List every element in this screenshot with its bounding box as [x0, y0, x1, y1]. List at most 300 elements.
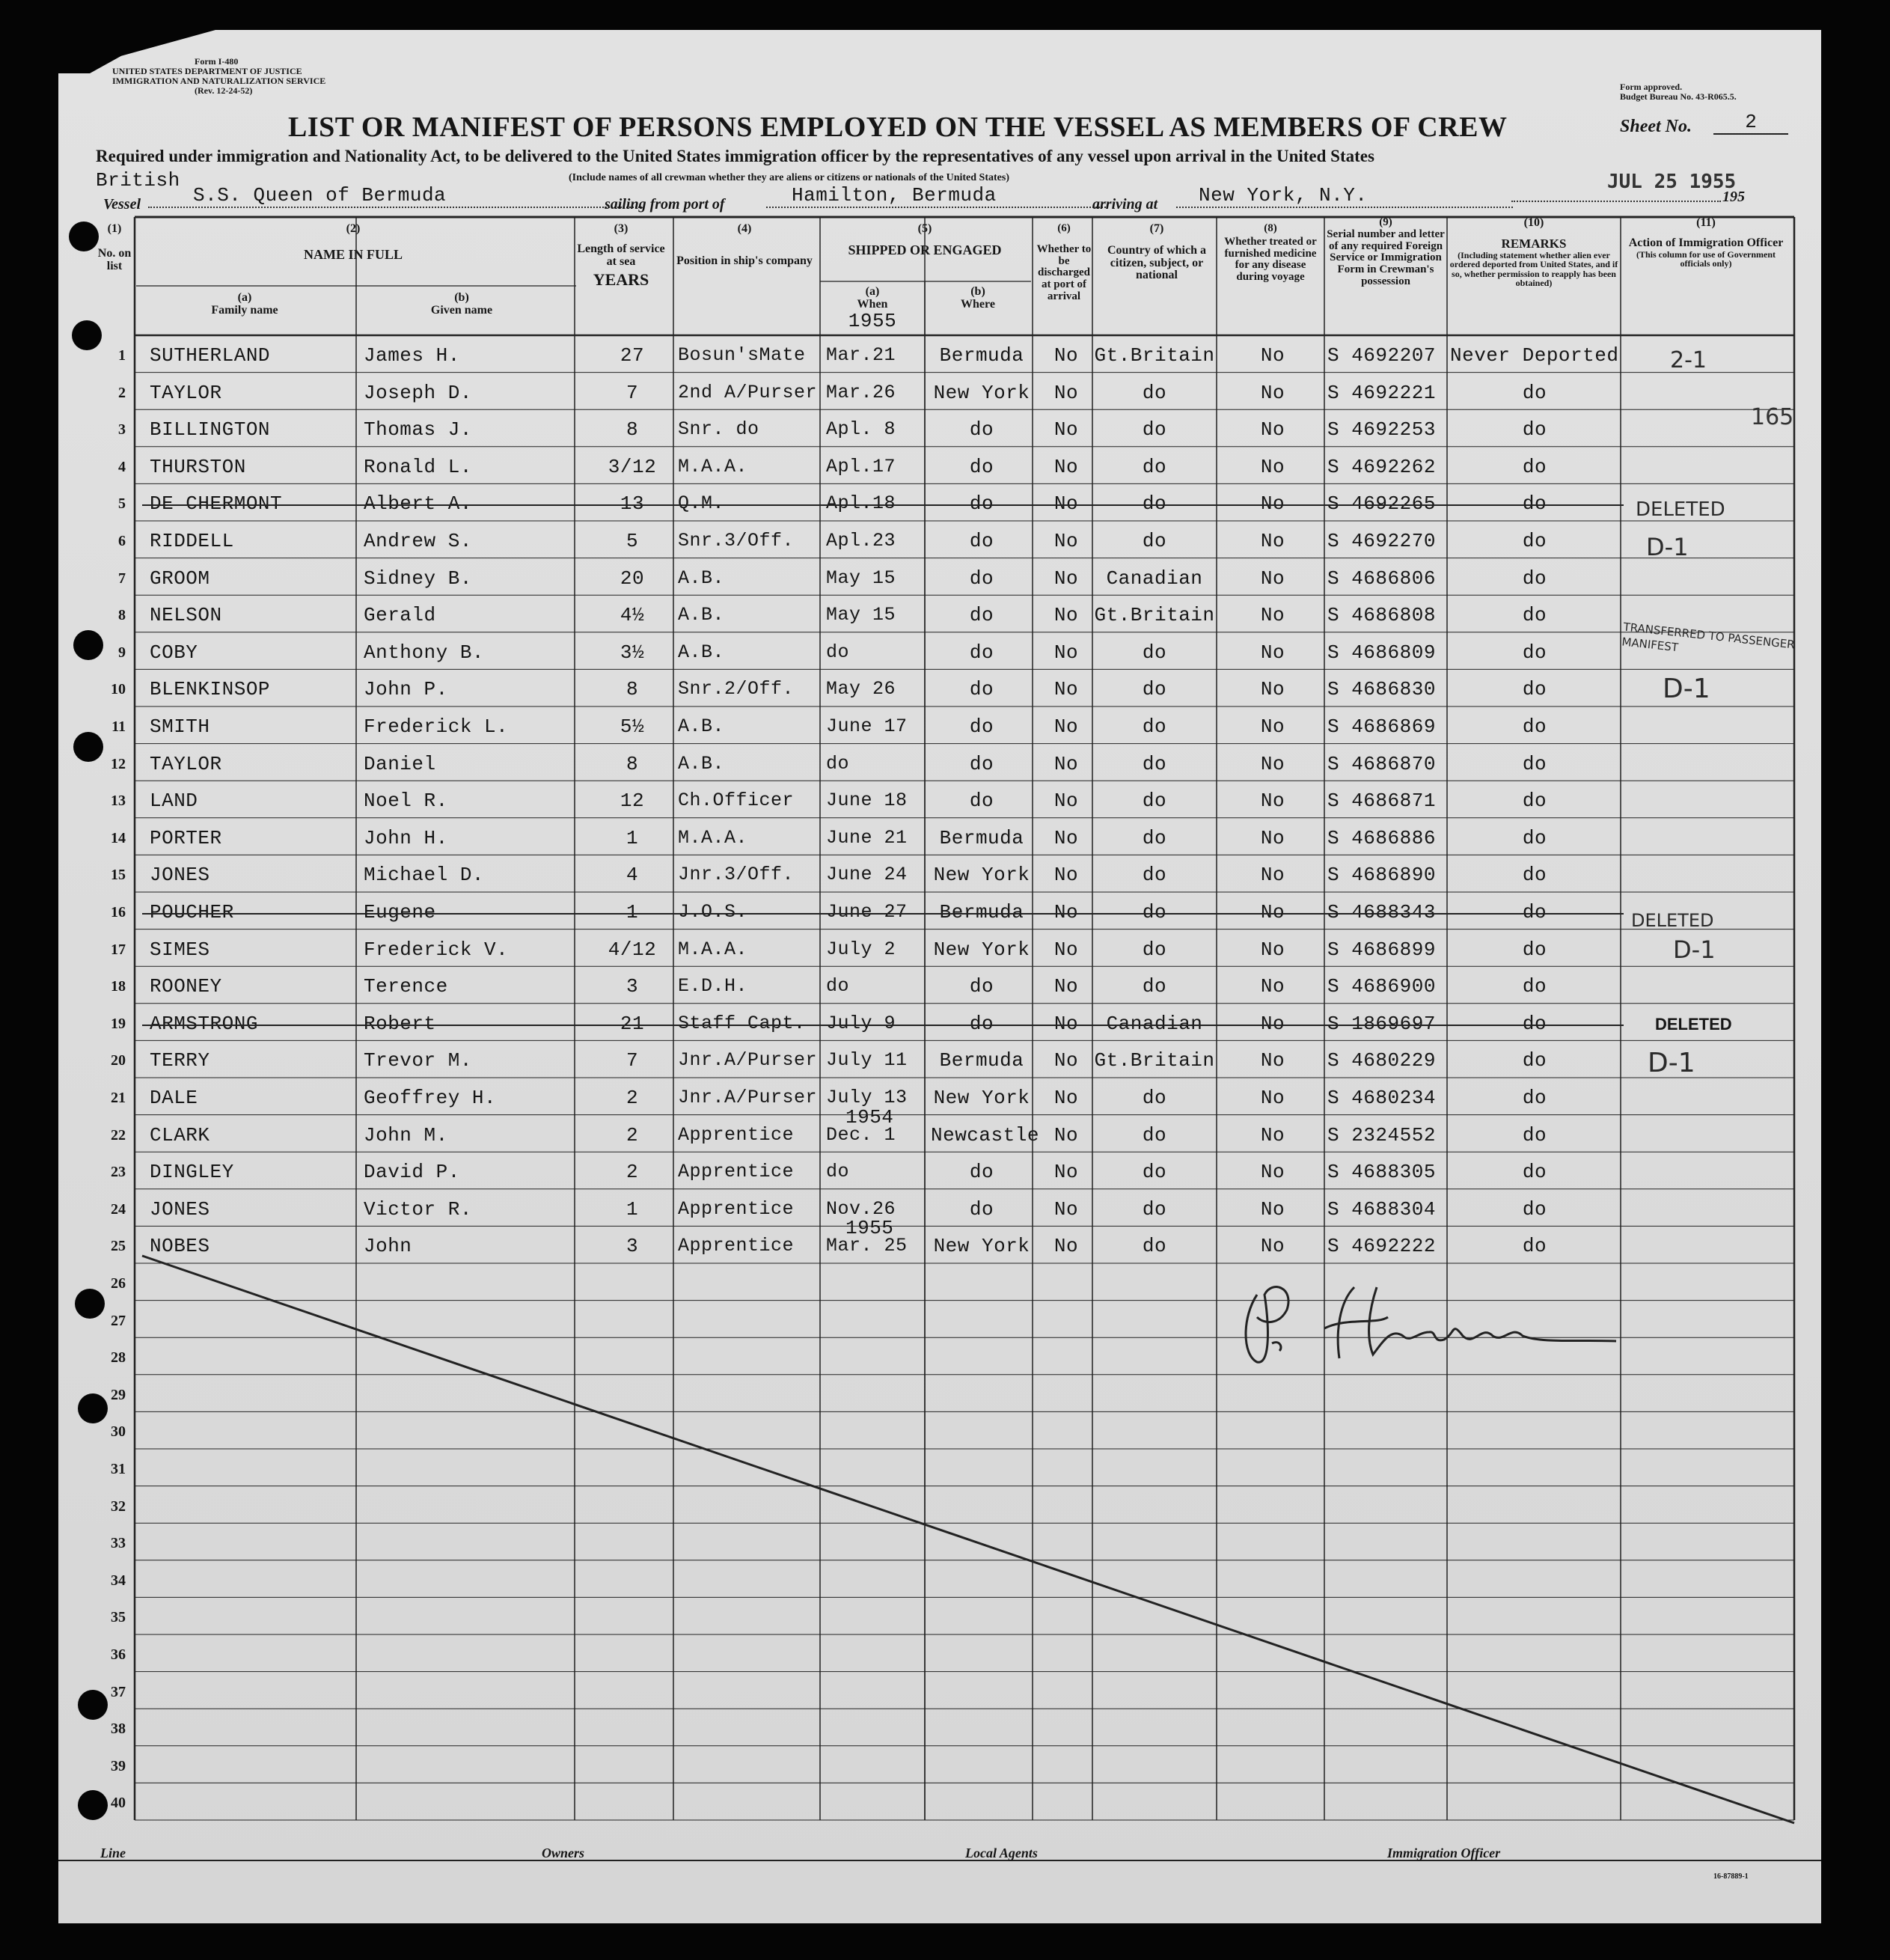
position: Q.M.	[678, 492, 725, 515]
footer-agents-label: Local Agents	[965, 1845, 1038, 1860]
shipped-when: June 27	[826, 901, 908, 923]
family-name: BILLINGTON	[150, 418, 271, 442]
country: do	[1142, 826, 1167, 849]
shipped-when: July 11	[826, 1049, 908, 1072]
country: do	[1142, 492, 1167, 516]
service-years: 1	[626, 1197, 639, 1221]
remarks: do	[1522, 1087, 1547, 1109]
shipped-when: Apl.23	[826, 530, 896, 552]
position: E.D.H.	[678, 975, 748, 998]
remarks: do	[1522, 752, 1547, 775]
revision-date: (Rev. 12-24-52)	[195, 85, 253, 96]
family-name: NOBES	[150, 1235, 210, 1258]
row-number: 16	[111, 904, 126, 921]
shipped-where: New York	[933, 1087, 1030, 1109]
discharge: No	[1053, 678, 1079, 701]
family-name: POUCHER	[150, 901, 234, 923]
service-years: 27	[620, 344, 645, 367]
service-years: 20	[620, 567, 645, 590]
given-name: Frederick V.	[364, 938, 509, 961]
service-years: 3/12	[608, 455, 657, 478]
shipped-when: July 9	[826, 1012, 896, 1034]
row-strikethrough	[142, 913, 1624, 915]
col-when-header: (a) When 1955	[848, 285, 897, 332]
sheet-label: Sheet No.	[1620, 117, 1692, 136]
port-of-departure: Hamilton, Bermuda	[766, 184, 1106, 208]
position: A.B.	[678, 715, 725, 737]
family-name: RIDDELL	[150, 530, 234, 552]
shipped-when: do	[826, 641, 850, 663]
footer-line-label: Line	[100, 1845, 126, 1860]
serial-number: S 4686809	[1327, 641, 1436, 664]
remarks: do	[1522, 492, 1547, 516]
position: Apprentice	[678, 1235, 795, 1257]
row-number: 25	[111, 1238, 126, 1255]
position: Ch.Officer	[678, 790, 795, 812]
service-years: 13	[620, 492, 645, 516]
serial-number: S 4692265	[1327, 492, 1436, 516]
position: Apprentice	[678, 1161, 795, 1183]
family-name: TERRY	[150, 1049, 210, 1072]
remarks: do	[1522, 455, 1547, 478]
serial-number: S 4686830	[1327, 678, 1436, 701]
treated: No	[1260, 567, 1285, 590]
given-name: Albert A.	[364, 492, 472, 516]
family-name: THURSTON	[150, 455, 246, 478]
row-number: 11	[111, 718, 126, 735]
treated: No	[1260, 1123, 1285, 1147]
serial-number: S 4686869	[1327, 715, 1436, 738]
shipped-where: do	[969, 1161, 994, 1184]
row-number: 7	[118, 570, 126, 587]
shipped-when: Mar. 25	[826, 1235, 908, 1257]
col-country-header: (7) Country of which a citizen, subject, or national	[1107, 222, 1206, 282]
col-discharge-header: (6) Whether to be discharged at port of arrival	[1036, 222, 1092, 302]
given-name: Terence	[364, 975, 448, 998]
serial-number: S 4680234	[1327, 1087, 1436, 1109]
given-name: Joseph D.	[364, 381, 472, 404]
row-number: 32	[111, 1498, 126, 1515]
shipped-when: June 24	[826, 864, 908, 886]
shipped-where: do	[969, 530, 994, 552]
country: do	[1142, 1087, 1167, 1109]
given-name: Frederick L.	[364, 715, 509, 738]
action-note-row-6: D-1	[1646, 533, 1689, 561]
shipped-where: do	[969, 678, 994, 701]
given-name: Victor R.	[364, 1197, 472, 1221]
given-name: Eugene	[364, 901, 436, 923]
treated: No	[1260, 975, 1285, 998]
row-number: 34	[111, 1572, 126, 1589]
given-name: Trevor M.	[364, 1049, 472, 1072]
shipped-where: Bermuda	[939, 826, 1024, 849]
row-number: 29	[111, 1386, 126, 1403]
service-years: 7	[626, 381, 639, 404]
port-of-arrival: New York, N.Y.	[1176, 184, 1513, 208]
action-note-row-19: DELETED	[1655, 1015, 1732, 1034]
shipped-when: do	[826, 1161, 850, 1183]
discharge: No	[1053, 1012, 1079, 1035]
action-note-row-16: DELETED	[1631, 910, 1714, 931]
given-name: Geoffrey H.	[364, 1087, 497, 1109]
service-years: 3	[626, 975, 639, 998]
country: do	[1142, 790, 1167, 813]
row-number: 28	[111, 1349, 126, 1367]
shipped-when: do	[826, 752, 850, 775]
serial-number: S 4688305	[1327, 1161, 1436, 1184]
row-number: 4	[118, 458, 126, 475]
treated: No	[1260, 715, 1285, 738]
treated: No	[1260, 752, 1285, 775]
col-number-header: (1) No. on list	[97, 222, 132, 272]
serial-number: S 4692270	[1327, 530, 1436, 552]
discharge: No	[1053, 641, 1079, 664]
form-number: Form I-480	[195, 56, 239, 67]
position: Snr.3/Off.	[678, 530, 795, 552]
received-date-stamp: JUL 25 1955	[1607, 171, 1737, 193]
serial-number: S 4692262	[1327, 455, 1436, 478]
family-name: ROONEY	[150, 975, 222, 998]
given-name: Michael D.	[364, 864, 485, 887]
remarks: do	[1522, 901, 1547, 923]
country: do	[1142, 1197, 1167, 1221]
shipped-where: do	[969, 567, 994, 590]
country: do	[1142, 715, 1167, 738]
row-number: 31	[111, 1461, 126, 1477]
family-name: JONES	[150, 1197, 210, 1221]
col-treated-header: (8) Whether treated or furnished medicine for any disease during voyage	[1224, 222, 1317, 283]
service-years: 12	[620, 790, 645, 813]
shipped-where: do	[969, 604, 994, 627]
serial-number: S 4686899	[1327, 938, 1436, 961]
serial-number: S 4686900	[1327, 975, 1436, 998]
country: Gt.Britain	[1094, 604, 1215, 627]
shipped-when: do	[826, 975, 850, 998]
country: do	[1142, 1123, 1167, 1147]
row-number: 33	[111, 1535, 126, 1552]
row-number: 24	[111, 1200, 126, 1218]
given-name: Ronald L.	[364, 455, 472, 478]
family-name: CLARK	[150, 1123, 210, 1147]
shipped-when: May 15	[826, 604, 896, 626]
col-shipped-header: (5) SHIPPED OR ENGAGED	[848, 222, 1002, 257]
serial-number: S 4686871	[1327, 790, 1436, 813]
discharge: No	[1053, 938, 1079, 961]
service-years: 1	[626, 826, 639, 849]
discharge: No	[1053, 492, 1079, 516]
serial-number: S 4686870	[1327, 752, 1436, 775]
remarks: do	[1522, 1049, 1547, 1072]
margin-number: 165	[1751, 404, 1794, 430]
country: do	[1142, 938, 1167, 961]
given-name: Robert	[364, 1012, 436, 1035]
row-number: 20	[111, 1052, 126, 1069]
family-name: COBY	[150, 641, 198, 664]
shipped-year-note: 1954	[845, 1105, 894, 1129]
budget-bureau: Budget Bureau No. 43-R065.5.	[1620, 91, 1737, 102]
family-name: SMITH	[150, 715, 210, 738]
service-years: 5	[626, 530, 639, 552]
shipped-where: do	[969, 752, 994, 775]
vessel-name: S.S. Queen of Bermuda	[148, 184, 642, 208]
col-where-header: (b) Where	[961, 285, 995, 311]
serial-number: S 4686806	[1327, 567, 1436, 590]
country: do	[1142, 1235, 1167, 1258]
row-number: 27	[111, 1312, 126, 1329]
discharge: No	[1053, 381, 1079, 404]
family-name: SIMES	[150, 938, 210, 961]
shipped-where: do	[969, 975, 994, 998]
country: do	[1142, 678, 1167, 701]
row-number: 10	[111, 681, 126, 698]
given-name: Gerald	[364, 604, 436, 627]
serial-number: S 4686808	[1327, 604, 1436, 627]
service-years: 21	[620, 1012, 645, 1035]
row-number: 40	[111, 1795, 126, 1812]
country: do	[1142, 418, 1167, 442]
discharge: No	[1053, 864, 1079, 887]
treated: No	[1260, 492, 1285, 516]
shipped-when: Mar.21	[826, 344, 896, 366]
country: do	[1142, 381, 1167, 404]
row-number: 9	[118, 644, 126, 661]
position: Snr. do	[678, 418, 759, 441]
col-action-header: (11) Action of Immigration Officer (This column for use of Government officials only)	[1628, 216, 1784, 269]
remarks: do	[1522, 604, 1547, 627]
action-note-row-5: DELETED	[1636, 498, 1725, 521]
treated: No	[1260, 1235, 1285, 1258]
service-years: 1	[626, 901, 639, 923]
action-note-row-1: 2-1	[1670, 347, 1707, 373]
shipped-where: New York	[933, 1235, 1030, 1258]
service-years: 4½	[620, 604, 645, 627]
col-given-name-header: (b) Given name	[430, 291, 493, 317]
treated: No	[1260, 864, 1285, 887]
shipped-where: New York	[933, 864, 1030, 887]
family-name: DINGLEY	[150, 1161, 234, 1184]
family-name: TAYLOR	[150, 381, 222, 404]
discharge: No	[1053, 530, 1079, 552]
position: Jnr.A/Purser	[678, 1049, 818, 1072]
remarks: do	[1522, 715, 1547, 738]
row-strikethrough	[142, 1025, 1624, 1026]
row-number: 14	[111, 829, 126, 846]
action-note-row-8: TRANSFERRED TO PASSENGER MANIFEST	[1621, 620, 1796, 655]
shipped-when: June 17	[826, 715, 908, 737]
remarks: do	[1522, 938, 1547, 961]
serial-number: S 4692207	[1327, 344, 1436, 367]
service-years: 2	[626, 1087, 639, 1109]
col-serial-header: (9) Serial number and letter of any required Foreign Service or Immigration Form in Crewman's possession	[1327, 216, 1445, 287]
service-years: 2	[626, 1123, 639, 1147]
arriving-label: arriving at	[1092, 196, 1158, 213]
nationality: British	[96, 169, 180, 192]
serial-number: S 4692253	[1327, 418, 1436, 442]
action-note-row-10: D-1	[1663, 674, 1710, 704]
position: A.B.	[678, 604, 725, 626]
treated: No	[1260, 1197, 1285, 1221]
given-name: Noel R.	[364, 790, 448, 813]
discharge: No	[1053, 604, 1079, 627]
action-note-row-17: D-1	[1673, 935, 1716, 964]
footer-owners-label: Owners	[542, 1845, 585, 1860]
remarks: do	[1522, 381, 1547, 404]
shipped-where: do	[969, 641, 994, 664]
service-years: 8	[626, 752, 639, 775]
serial-number: S 2324552	[1327, 1123, 1436, 1147]
serial-number: S 4688304	[1327, 1197, 1436, 1221]
row-number: 36	[111, 1646, 126, 1663]
service-years: 4	[626, 864, 639, 887]
row-number: 6	[118, 533, 126, 549]
shipped-when: Dec. 1	[826, 1123, 896, 1146]
col-position-header: (4) Position in ship's company	[676, 222, 813, 267]
sailing-label: sailing from port of	[605, 196, 725, 213]
service-years: 8	[626, 418, 639, 442]
position: J.O.S.	[678, 901, 748, 923]
shipped-where: do	[969, 790, 994, 813]
discharge: No	[1053, 418, 1079, 442]
given-name: Sidney B.	[364, 567, 472, 590]
given-name: Daniel	[364, 752, 436, 775]
remarks: do	[1522, 1012, 1547, 1035]
country: do	[1142, 641, 1167, 664]
treated: No	[1260, 641, 1285, 664]
col-name-header: (2) NAME IN FULL	[303, 222, 403, 262]
print-code: 16-87889-1	[1713, 1872, 1749, 1881]
remarks: do	[1522, 641, 1547, 664]
given-name: David P.	[364, 1161, 460, 1184]
position: A.B.	[678, 567, 725, 589]
form-subnote: (Include names of all crewman whether they are aliens or citizens or nationals of the United States)	[569, 172, 1009, 183]
row-number: 17	[111, 941, 126, 958]
country: Gt.Britain	[1094, 1049, 1215, 1072]
action-note-row-20: D-1	[1648, 1048, 1695, 1078]
officer-signature	[1227, 1272, 1646, 1377]
col-family-name-header: (a) Family name	[211, 291, 278, 317]
shipped-where: New York	[933, 381, 1030, 404]
row-number: 8	[118, 607, 126, 624]
serial-number: S 4686886	[1327, 826, 1436, 849]
shipped-when: Mar.26	[826, 381, 896, 403]
vessel-label: Vessel	[103, 196, 141, 213]
shipped-when: May 26	[826, 678, 896, 700]
country: do	[1142, 975, 1167, 998]
family-name: ARMSTRONG	[150, 1012, 258, 1035]
row-number: 15	[111, 867, 126, 884]
country: do	[1142, 901, 1167, 923]
position: 2nd A/Purser	[678, 381, 818, 403]
discharge: No	[1053, 752, 1079, 775]
treated: No	[1260, 604, 1285, 627]
serial-number: S 4692222	[1327, 1235, 1436, 1258]
remarks: do	[1522, 567, 1547, 590]
row-number: 23	[111, 1164, 126, 1181]
country: Gt.Britain	[1094, 344, 1215, 367]
form-title: LIST OR MANIFEST OF PERSONS EMPLOYED ON THE VESSEL AS MEMBERS OF CREW	[288, 112, 1508, 143]
shipped-when: Nov.26	[826, 1197, 896, 1220]
col-service-header: (3) Length of service at sea YEARS	[577, 222, 665, 290]
remarks: do	[1522, 790, 1547, 813]
shipped-when: Apl.18	[826, 492, 896, 515]
row-number: 19	[111, 1015, 126, 1032]
serial-number: S 1869697	[1327, 1012, 1436, 1035]
remarks: do	[1522, 1235, 1547, 1258]
family-name: JONES	[150, 864, 210, 887]
shipped-where: do	[969, 715, 994, 738]
position: Bosun'sMate	[678, 344, 806, 366]
country: do	[1142, 1161, 1167, 1184]
treated: No	[1260, 1087, 1285, 1109]
remarks: do	[1522, 530, 1547, 552]
given-name: Thomas J.	[364, 418, 472, 442]
service-years: 4/12	[608, 938, 657, 961]
family-name: SUTHERLAND	[150, 344, 271, 367]
shipped-when: Apl. 8	[826, 418, 896, 441]
country: Canadian	[1106, 1012, 1203, 1035]
row-strikethrough	[142, 504, 1624, 506]
service-years: 8	[626, 678, 639, 701]
position: Jnr.A/Purser	[678, 1087, 818, 1108]
discharge: No	[1053, 1049, 1079, 1072]
given-name: Andrew S.	[364, 530, 472, 552]
row-number: 12	[111, 755, 126, 772]
remarks: do	[1522, 1161, 1547, 1184]
row-number: 39	[111, 1757, 126, 1774]
shipped-when: Apl.17	[826, 455, 896, 477]
col-remarks-header: (10) REMARKS (Including statement whether alien ever ordered deported from United States, and if so, whether permission to reapply has been obtained)	[1449, 216, 1618, 289]
given-name: John P.	[364, 678, 448, 701]
position: Jnr.3/Off.	[678, 864, 795, 886]
shipped-when: July 13	[826, 1087, 908, 1108]
serial-number: S 4688343	[1327, 901, 1436, 923]
row-number: 35	[111, 1609, 126, 1626]
treated: No	[1260, 901, 1285, 923]
remarks: do	[1522, 678, 1547, 701]
row-number: 18	[111, 978, 126, 995]
row-number: 21	[111, 1090, 126, 1106]
remarks: do	[1522, 1123, 1547, 1147]
serial-number: S 4686890	[1327, 864, 1436, 887]
service-years: 2	[626, 1161, 639, 1184]
discharge: No	[1053, 1087, 1079, 1109]
row-number: 3	[118, 421, 126, 439]
position: Apprentice	[678, 1197, 795, 1220]
remarks: do	[1522, 826, 1547, 849]
footer-officer-label: Immigration Officer	[1387, 1845, 1501, 1860]
row-number: 1	[118, 347, 126, 364]
serial-number: S 4680229	[1327, 1049, 1436, 1072]
year-suffix: 195	[1722, 189, 1745, 205]
shipped-where: do	[969, 492, 994, 516]
country: Canadian	[1106, 567, 1203, 590]
serial-number: S 4692221	[1327, 381, 1436, 404]
remarks: Never Deported	[1450, 344, 1619, 367]
position: M.A.A.	[678, 938, 748, 960]
service-years: 3½	[620, 641, 645, 664]
given-name: John M.	[364, 1123, 448, 1147]
treated: No	[1260, 530, 1285, 552]
treated: No	[1260, 455, 1285, 478]
shipped-when: June 18	[826, 790, 908, 812]
discharge: No	[1053, 1197, 1079, 1221]
discharge: No	[1053, 790, 1079, 813]
given-name: John	[364, 1235, 412, 1258]
country: do	[1142, 455, 1167, 478]
position: M.A.A.	[678, 455, 748, 477]
country: do	[1142, 530, 1167, 552]
row-number: 30	[111, 1423, 126, 1441]
